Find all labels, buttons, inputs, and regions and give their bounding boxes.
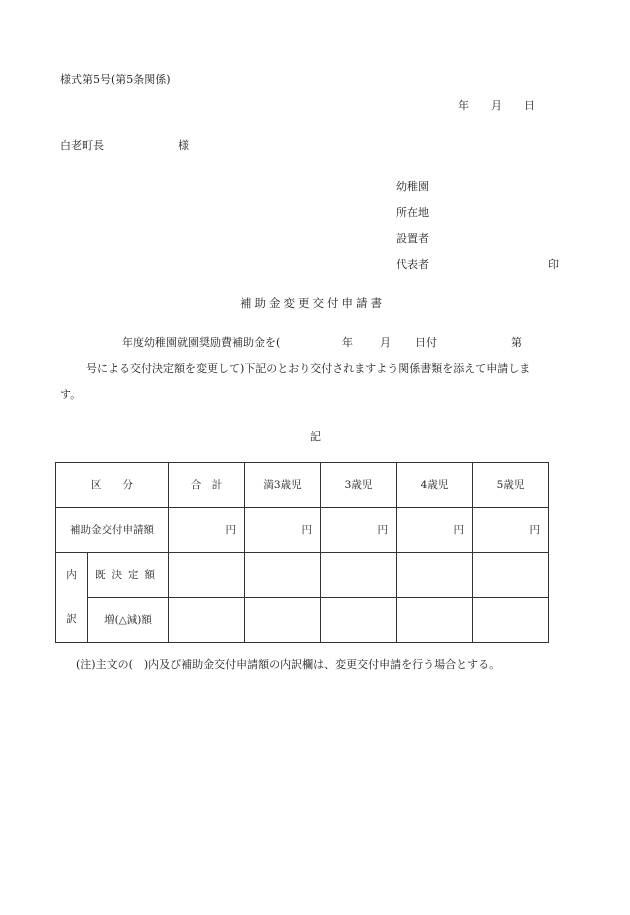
change-label: 増(△減)額 — [88, 598, 169, 643]
yen-col-4: 円 — [473, 508, 549, 553]
header-col-2: 3歳児 — [321, 463, 397, 508]
decided-col-4-cell — [473, 553, 549, 598]
body-line3: す。 — [60, 388, 82, 401]
seal-label: 印 — [548, 258, 559, 271]
yen-total: 円 — [169, 508, 245, 553]
change-col-2-cell — [321, 598, 397, 643]
change-row — [56, 598, 549, 643]
body-line2: 号による交付決定額を変更して)下記のとおり交付されますよう関係書類を添えて申請しま — [86, 362, 531, 375]
header-col-1: 満3歳児 — [245, 463, 321, 508]
document-title: 補助金変更交付申請書 — [240, 296, 385, 310]
decided-col-3-cell — [397, 553, 473, 598]
application-table — [55, 462, 549, 643]
change-col-4-cell — [473, 598, 549, 643]
request-row-label: 補助金交付申請額 — [56, 508, 169, 553]
footnote: (注)主文の( )内及び補助金交付申請額の内訳欄は、変更交付申請を行う場合とする。 — [76, 658, 501, 671]
address-label: 所在地 — [396, 206, 429, 219]
yen-col-3: 円 — [397, 508, 473, 553]
representative-label: 代表者 — [396, 258, 429, 271]
header-col-4: 5歳児 — [473, 463, 549, 508]
body-line1-a: 年度幼稚園就園奨励費補助金を( — [122, 336, 281, 349]
decided-label: 既決定額 — [88, 553, 169, 598]
decided-col-2-cell — [321, 553, 397, 598]
decided-row — [56, 553, 549, 598]
establisher-label: 設置者 — [396, 232, 429, 245]
breakdown-label — [56, 553, 88, 643]
body-line1-year: 年 — [342, 336, 353, 349]
ki-heading: 記 — [310, 430, 321, 443]
change-col-3-cell — [397, 598, 473, 643]
form-number: 様式第5号(第5条関係) — [60, 73, 171, 86]
yen-col-2: 円 — [321, 508, 397, 553]
yen-col-1: 円 — [245, 508, 321, 553]
body-line1-month: 月 — [380, 336, 391, 349]
change-col-1-cell — [245, 598, 321, 643]
decided-total-cell — [169, 553, 245, 598]
header-total: 合 計 — [169, 463, 245, 508]
breakdown-char-1: 内 — [66, 569, 77, 582]
body-line1-day: 日付 — [415, 336, 437, 349]
header-col-3: 4歳児 — [397, 463, 473, 508]
change-total-cell — [169, 598, 245, 643]
request-row — [56, 508, 549, 553]
breakdown-char-2: 訳 — [66, 613, 77, 626]
kindergarten-label: 幼稚園 — [396, 180, 429, 193]
addressee: 白老町長 — [60, 139, 104, 152]
date-line: 年 月 日 — [458, 99, 535, 112]
header-category: 区 分 — [56, 463, 169, 508]
table-header-row — [56, 463, 549, 508]
body-line1-dai: 第 — [511, 336, 522, 349]
decided-col-1-cell — [245, 553, 321, 598]
honorific: 様 — [178, 139, 189, 152]
